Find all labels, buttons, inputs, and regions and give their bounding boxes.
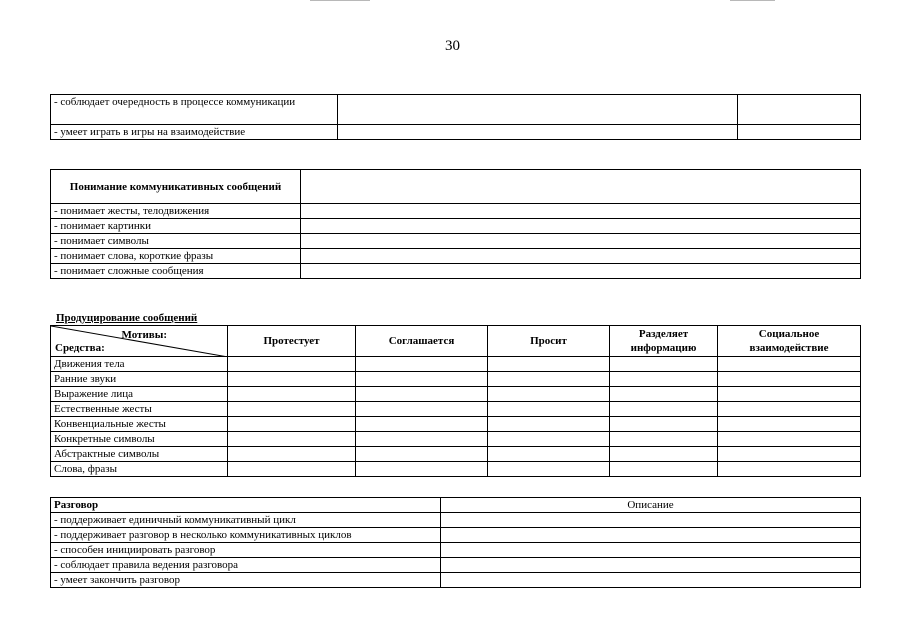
column-header: Просит xyxy=(488,326,610,357)
row-label: - поддерживает разговор в несколько коммуникативных циклов xyxy=(51,528,441,543)
row-label: - понимает сложные сообщения xyxy=(51,264,301,279)
table-cell xyxy=(718,462,861,477)
table-cell xyxy=(610,447,718,462)
table-row xyxy=(51,234,861,249)
table-cell xyxy=(610,357,718,372)
table-row xyxy=(51,462,861,477)
table-cell xyxy=(488,462,610,477)
production-title: Продуцирование сообщений xyxy=(56,312,198,324)
table-cell xyxy=(441,513,861,528)
table-cell xyxy=(441,573,861,588)
table-cell xyxy=(488,402,610,417)
table-cell xyxy=(441,543,861,558)
row-label: Выражение лица xyxy=(51,387,228,402)
table-cell xyxy=(488,447,610,462)
table-row xyxy=(51,372,861,387)
table-cell xyxy=(488,372,610,387)
row-label: - поддерживает единичный коммуникативный цикл xyxy=(51,513,441,528)
table-cell xyxy=(610,372,718,387)
table-cell xyxy=(301,170,861,204)
conversation-header: Разговор xyxy=(51,498,441,513)
table-cell xyxy=(301,249,861,264)
table-row xyxy=(51,387,861,402)
table-cell xyxy=(718,372,861,387)
table-cell xyxy=(301,264,861,279)
table-cell xyxy=(718,432,861,447)
table-cell xyxy=(301,234,861,249)
row-label: - умеет играть в игры на взаимодействие xyxy=(51,125,338,140)
table-row xyxy=(51,219,861,234)
row-label: - способен инициировать разговор xyxy=(51,543,441,558)
row-label: Движения тела xyxy=(51,357,228,372)
table-row xyxy=(51,513,861,528)
row-label: Конкретные символы xyxy=(51,432,228,447)
table-cell xyxy=(356,372,488,387)
top-rule-right xyxy=(730,0,775,1)
page-number: 30 xyxy=(445,38,460,54)
table-row xyxy=(51,432,861,447)
row-label: - умеет закончить разговор xyxy=(51,573,441,588)
table-cell xyxy=(488,387,610,402)
table-cell xyxy=(356,402,488,417)
table-cell xyxy=(718,357,861,372)
row-label: - понимает картинки xyxy=(51,219,301,234)
table-cell xyxy=(228,387,356,402)
table-row xyxy=(51,573,861,588)
table-cell xyxy=(738,125,861,140)
table-cell xyxy=(718,417,861,432)
table-cell xyxy=(610,387,718,402)
table-cell xyxy=(228,357,356,372)
column-header: Соглашается xyxy=(356,326,488,357)
table-cell xyxy=(488,357,610,372)
row-label: - соблюдает правила ведения разговора xyxy=(51,558,441,573)
column-header: Протестует xyxy=(228,326,356,357)
table-cell xyxy=(228,462,356,477)
table-cell xyxy=(488,417,610,432)
table-row xyxy=(51,264,861,279)
table-row xyxy=(51,447,861,462)
row-label: Слова, фразы xyxy=(51,462,228,477)
understanding-header: Понимание коммуникативных сообщений xyxy=(51,170,301,204)
table-row xyxy=(51,95,861,125)
row-label: Абстрактные символы xyxy=(51,447,228,462)
table-cell xyxy=(338,125,738,140)
table-conversation xyxy=(50,497,861,588)
table-row xyxy=(51,558,861,573)
column-header: Социальное взаимодействие xyxy=(718,326,861,357)
table-cell xyxy=(488,432,610,447)
row-label: - соблюдает очередность в процессе коммуникации xyxy=(51,95,338,125)
table-cell xyxy=(610,462,718,477)
table-cell xyxy=(356,447,488,462)
table-cell xyxy=(738,95,861,125)
table-header-row xyxy=(51,326,861,357)
table-cell xyxy=(228,447,356,462)
table-row xyxy=(51,417,861,432)
table-cell xyxy=(228,432,356,447)
table-row xyxy=(51,402,861,417)
table-cell xyxy=(718,447,861,462)
table-row xyxy=(51,528,861,543)
table-understanding xyxy=(50,169,861,279)
table-row xyxy=(51,249,861,264)
table-row xyxy=(51,543,861,558)
row-label: - понимает жесты, телодвижения xyxy=(51,204,301,219)
table-cell xyxy=(610,402,718,417)
table-cell xyxy=(718,402,861,417)
means-label: Средства: xyxy=(55,342,105,354)
table-row xyxy=(51,357,861,372)
table-header-row xyxy=(51,170,861,204)
top-rule-left xyxy=(310,0,370,1)
table-cell xyxy=(356,432,488,447)
table-cell xyxy=(356,462,488,477)
table-communication-order xyxy=(50,94,861,140)
description-header: Описание xyxy=(441,498,861,513)
table-cell xyxy=(610,432,718,447)
table-cell xyxy=(718,387,861,402)
motives-label: Мотивы: xyxy=(121,329,167,341)
table-cell xyxy=(301,219,861,234)
table-cell xyxy=(228,417,356,432)
table-cell xyxy=(441,528,861,543)
table-cell xyxy=(228,372,356,387)
table-row xyxy=(51,125,861,140)
table-cell xyxy=(356,357,488,372)
table-production xyxy=(50,325,861,477)
row-label: Ранние звуки xyxy=(51,372,228,387)
table-cell xyxy=(301,204,861,219)
table-cell xyxy=(338,95,738,125)
row-label: Конвенциальные жесты xyxy=(51,417,228,432)
table-cell xyxy=(356,417,488,432)
row-label: - понимает слова, короткие фразы xyxy=(51,249,301,264)
table-cell xyxy=(228,402,356,417)
table-cell xyxy=(610,417,718,432)
table-header-row xyxy=(51,498,861,513)
table-cell xyxy=(441,558,861,573)
column-header: Разделяет информацию xyxy=(610,326,718,357)
table-cell xyxy=(356,387,488,402)
table-row xyxy=(51,204,861,219)
diagonal-header-cell xyxy=(51,326,228,357)
row-label: - понимает символы xyxy=(51,234,301,249)
row-label: Естественные жесты xyxy=(51,402,228,417)
